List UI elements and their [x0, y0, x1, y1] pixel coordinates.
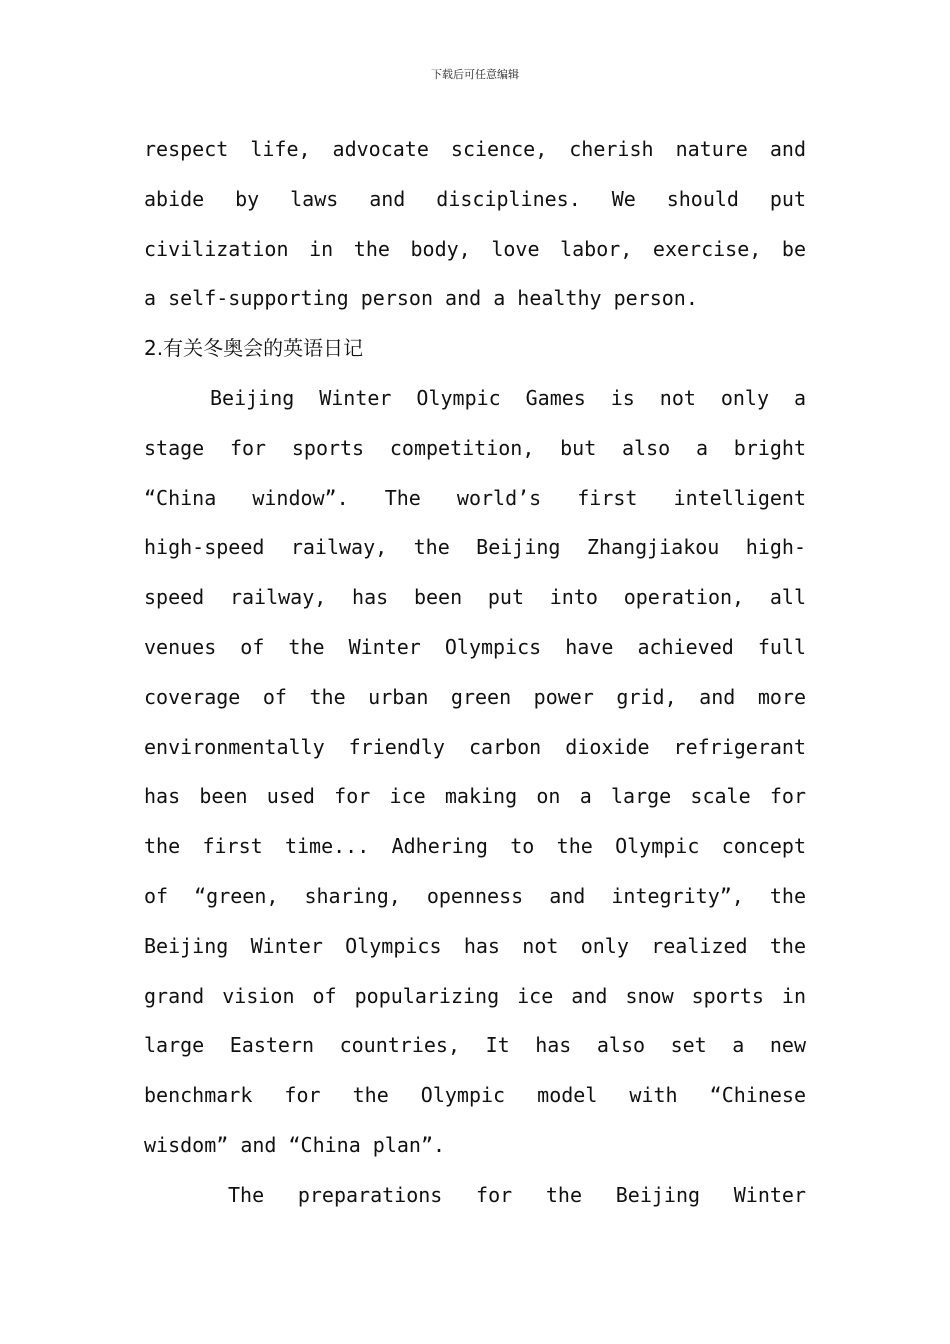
text-line: speed railway, has been put into operation, all: [144, 585, 806, 610]
text-line: Beijing Winter Olympics has not only realized the: [144, 933, 806, 958]
text-line: coverage of the urban green power grid, and more: [144, 684, 806, 709]
text-line: wisdom” and “China plan”.: [144, 1132, 446, 1157]
text-line: “China window”. The world’s first intelligent: [144, 485, 806, 510]
text-line: abide by laws and disciplines. We should put: [144, 186, 806, 211]
text-line: environmentally friendly carbon dioxide refrigerant: [144, 734, 806, 759]
text-line: high-speed railway, the Beijing Zhangjiakou high-: [144, 535, 806, 560]
text-line: large Eastern countries, It has also set a new: [144, 1033, 806, 1058]
text-line: Beijing Winter Olympic Games is not only a: [210, 385, 806, 410]
text-line: benchmark for the Olympic model with “Chinese: [144, 1083, 806, 1108]
text-line: grand vision of popularizing ice and snow sports in: [144, 983, 806, 1008]
text-line: venues of the Winter Olympics have achieved full: [144, 634, 806, 659]
text-line: stage for sports competition, but also a bright: [144, 435, 806, 460]
text-line: respect life, advocate science, cherish nature and: [144, 137, 806, 161]
text-line: a self-supporting person and a healthy person.: [144, 286, 698, 311]
text-line: The preparations for the Beijing Winter: [228, 1182, 806, 1207]
page-header: 下载后可任意编辑: [431, 68, 519, 81]
section-heading: 2.有关冬奥会的英语日记: [144, 336, 364, 361]
text-line: has been used for ice making on a large scale for: [144, 784, 806, 809]
document-body: [144, 125, 806, 1221]
text-line: the first time... Adhering to the Olympic concept: [144, 834, 806, 859]
text-line: of “green, sharing, openness and integrity”, the: [144, 883, 806, 908]
text-line: civilization in the body, love labor, exercise, be: [144, 236, 806, 261]
